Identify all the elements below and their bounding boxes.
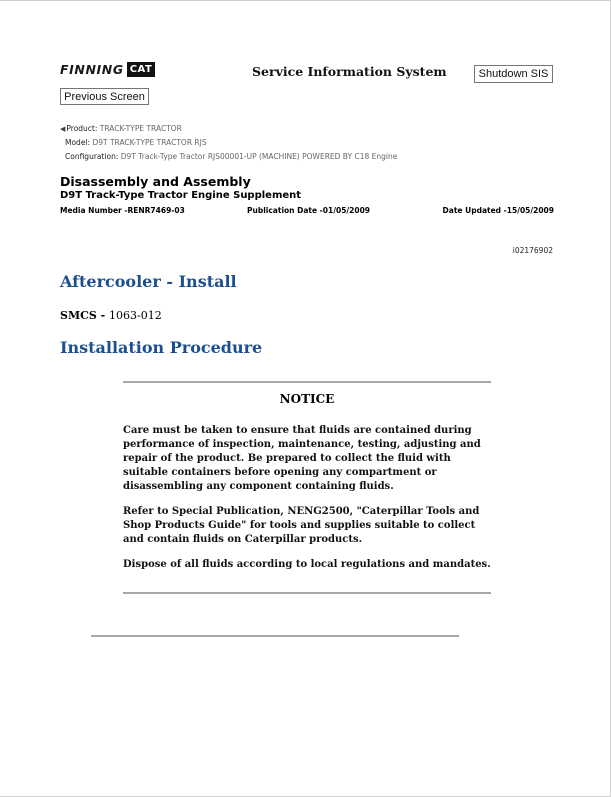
configuration-label: Configuration: xyxy=(65,152,119,161)
shutdown-sis-button[interactable]: Shutdown SIS xyxy=(474,65,553,83)
logo-text: FINNING xyxy=(60,62,124,77)
cat-logo-mark: CAT xyxy=(127,62,156,77)
product-label: Product: xyxy=(66,124,98,133)
system-title: Service Information System xyxy=(252,64,447,79)
page-title: Aftercooler - Install xyxy=(60,272,237,291)
document-subtitle: D9T Track-Type Tractor Engine Supplement xyxy=(60,190,302,201)
document-id: i02176902 xyxy=(512,246,553,255)
product-metadata xyxy=(60,122,397,164)
publication-date: Publication Date -01/05/2009 xyxy=(247,206,371,215)
previous-screen-button[interactable]: Previous Screen xyxy=(60,88,149,105)
content-end-divider xyxy=(91,635,459,637)
model-label: Model: xyxy=(65,138,91,147)
smcs-label: SMCS - xyxy=(60,309,110,322)
product-row xyxy=(60,122,397,136)
model-row xyxy=(65,136,397,150)
notice-top-divider xyxy=(123,381,491,383)
document-type: Disassembly and Assembly xyxy=(60,174,251,189)
smcs-value: 1063-012 xyxy=(109,309,162,322)
date-updated: Date Updated -15/05/2009 xyxy=(442,206,554,215)
top-border xyxy=(0,0,611,1)
smcs-code xyxy=(60,309,162,322)
back-arrow-icon[interactable]: ◀ xyxy=(60,125,66,133)
notice-bottom-divider xyxy=(123,592,491,594)
notice-title: NOTICE xyxy=(279,392,335,406)
model-value: D9T TRACK-TYPE TRACTOR RJS xyxy=(92,138,207,147)
configuration-row xyxy=(65,150,397,164)
section-heading: Installation Procedure xyxy=(60,338,263,357)
notice-paragraph: Refer to Special Publication, NENG2500, "Caterpillar Tools and Shop Products Guide" for tools and supplies suitable to collect and contain fluids on Caterpillar products. xyxy=(123,506,480,545)
configuration-value: D9T Track-Type Tractor RJS00001-UP (MACHINE) POWERED BY C18 Engine xyxy=(120,152,398,161)
finning-cat-logo xyxy=(60,62,155,77)
notice-paragraph: Dispose of all fluids according to local regulations and mandates. xyxy=(123,559,491,570)
media-number: Media Number -RENR7469-03 xyxy=(60,206,185,215)
notice-paragraph: Care must be taken to ensure that fluids are contained during performance of inspection, maintenance, testing, adjusting and repair of the product. Be prepared to collect the fluid with suitable containers before opening any compartment or disassembling any component containing fluids. xyxy=(123,425,481,492)
product-value: TRACK-TYPE TRACTOR xyxy=(99,124,182,133)
